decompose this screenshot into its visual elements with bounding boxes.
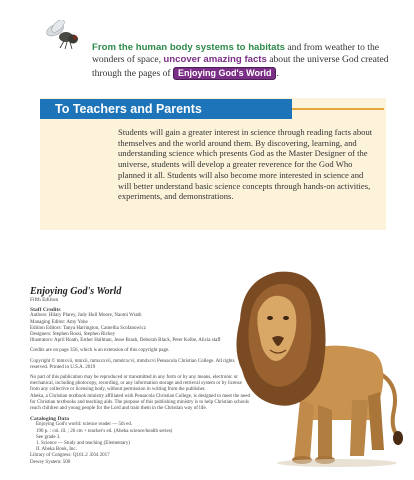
intro-lead: From the human body systems to habitats xyxy=(92,42,285,53)
copyright: Copyright © mmxvii, mmxii, mmxxxvii, mmdcxcvi, mmdxcvi Pensacola Christian College. All rights reserved. Printed in U.S.A. 2019 xyxy=(30,358,235,370)
abeka-notice: Abeka, a Christian textbook ministry affiliated with Pensacola Christian College, is designed to meet the need for Christian textbooks and teaching aids. The purpose of this publishing ministry is to help Christian schools reach children and young people for the Lord and train them in the Christian way of life. xyxy=(30,393,250,412)
intro-text-1: and from weather to the wonders of space, xyxy=(92,42,380,66)
cataloging-line: Enjoying God's world: science reader — 5th ed. xyxy=(36,422,133,428)
staff-credits-heading: Staff Credits xyxy=(30,307,61,314)
cataloging-heading: Cataloging Data xyxy=(30,416,70,423)
authors: Authors: Hilary Plarey, Judy Hull Moore, Naomi Wrath xyxy=(30,313,142,319)
lion-icon xyxy=(222,260,408,470)
section-heading: To Teachers and Parents xyxy=(55,102,202,116)
edition-editors: Edition Editors: Tanya Harrington, Camellia Scofanowicz xyxy=(30,325,146,331)
cataloging-line: See grade 3. xyxy=(36,434,61,440)
designers: Designers: Stephen Rossi, Stephen Richey xyxy=(30,332,116,338)
cataloging-line: 1. Science — Study and teaching (Elementary) xyxy=(36,441,130,447)
colophon xyxy=(30,286,252,466)
banner-accent-rule xyxy=(292,108,384,110)
section-body: Students will gain a greater interest in science through reading facts about themselves and the world around them. By discovering, learning, and understanding science which presents God as the Master Designer of the universe, students will develop a greater reverence for the God Who planned it all. Students will also become more interested in science and will better understand basic science concepts through hands-on activities, experiments, and demonstrations. xyxy=(118,127,373,202)
cataloging-line: Library of Congress: Q161.2 .E64 2017 xyxy=(30,453,110,459)
enjoying-gods-world-logo: Enjoying God's World xyxy=(173,67,276,80)
managing-editor: Managing Editor: Amy Yohe xyxy=(30,319,88,325)
illustrators: Illustrators: April Roath, Esther Hallman, Jesse Brash, Deborah Black, Peter Kolbe, Alicia staff xyxy=(30,338,221,344)
cataloging-line: II. Abeka Book, Inc. xyxy=(36,447,77,453)
rights-notice: No part of this publication may be reproduced or transmitted in any form or by any means, electronic or mechanical, including photocopy, recording, or any information storage and retrieval system or by license from any collective or licensing body, without permission in writing from the publisher. xyxy=(30,375,242,393)
cataloging-line: Dewey System: 500 xyxy=(30,459,71,465)
book-title: Enjoying God's World xyxy=(30,286,122,297)
credits-note: Credits are on page 356, which is an extension of this copyright page. xyxy=(30,348,170,354)
cataloging-line: 190 p. : col. ill. ; 26 cm + teacher's ed. (Abeka science/health series) xyxy=(36,428,173,434)
intro-highlight: uncover amazing facts xyxy=(163,54,267,66)
intro-text-2: about the universe God created through the pages of xyxy=(92,54,389,79)
edition: Fifth Edition xyxy=(30,297,59,303)
fly-icon xyxy=(46,20,82,50)
intro-paragraph: From the human body systems to habitats and from weather to the wonders of space, uncover amazing facts about the universe God created through the pages of Enjoying God's World . xyxy=(92,42,389,79)
